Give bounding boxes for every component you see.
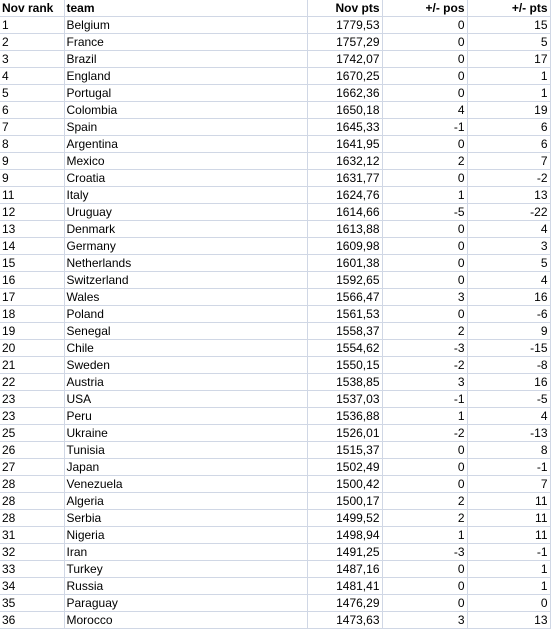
header-pts-change[interactable]: +/- pts xyxy=(467,0,550,17)
table-row xyxy=(0,170,550,187)
pts-change-cell[interactable]: -15 xyxy=(467,340,550,357)
pos-change-cell[interactable]: 0 xyxy=(382,238,467,255)
table-row xyxy=(0,493,550,510)
rank-cell[interactable]: 4 xyxy=(0,68,64,85)
table-row xyxy=(0,153,550,170)
table-row xyxy=(0,408,550,425)
pts-change-cell[interactable]: 3 xyxy=(467,238,550,255)
rank-cell[interactable]: 23 xyxy=(0,408,64,425)
pts-change-cell[interactable]: 19 xyxy=(467,102,550,119)
pts-change-cell[interactable]: 13 xyxy=(467,187,550,204)
pos-change-cell[interactable]: 0 xyxy=(382,136,467,153)
points-cell[interactable]: 1498,94 xyxy=(307,527,382,544)
table-row xyxy=(0,442,550,459)
pts-change-cell[interactable]: -2 xyxy=(467,170,550,187)
team-cell[interactable]: Italy xyxy=(64,187,307,204)
team-cell[interactable]: Belgium xyxy=(64,17,307,34)
team-cell[interactable]: France xyxy=(64,34,307,51)
rank-cell[interactable]: 26 xyxy=(0,442,64,459)
pos-change-cell[interactable]: 3 xyxy=(382,289,467,306)
table-row xyxy=(0,340,550,357)
team-cell[interactable]: Algeria xyxy=(64,493,307,510)
pts-change-cell[interactable]: 8 xyxy=(467,442,550,459)
header-nov-pts[interactable]: Nov pts xyxy=(307,0,382,17)
rank-cell[interactable]: 1 xyxy=(0,17,64,34)
points-cell[interactable]: 1500,17 xyxy=(307,493,382,510)
pts-change-cell[interactable]: -8 xyxy=(467,357,550,374)
points-cell[interactable]: 1601,38 xyxy=(307,255,382,272)
pos-change-cell[interactable]: -5 xyxy=(382,204,467,221)
points-cell[interactable]: 1561,53 xyxy=(307,306,382,323)
pos-change-cell[interactable]: -1 xyxy=(382,391,467,408)
rank-cell[interactable]: 32 xyxy=(0,544,64,561)
pos-change-cell[interactable]: -1 xyxy=(382,119,467,136)
team-cell[interactable]: Tunisia xyxy=(64,442,307,459)
points-cell[interactable]: 1592,65 xyxy=(307,272,382,289)
team-cell[interactable]: Denmark xyxy=(64,221,307,238)
table-row xyxy=(0,459,550,476)
rank-cell[interactable]: 2 xyxy=(0,34,64,51)
table-row xyxy=(0,238,550,255)
points-cell[interactable]: 1779,53 xyxy=(307,17,382,34)
rank-cell[interactable]: 25 xyxy=(0,425,64,442)
team-cell[interactable]: Iran xyxy=(64,544,307,561)
pts-change-cell[interactable]: -22 xyxy=(467,204,550,221)
rank-cell[interactable]: 28 xyxy=(0,476,64,493)
pos-change-cell[interactable]: 3 xyxy=(382,374,467,391)
points-cell[interactable]: 1500,42 xyxy=(307,476,382,493)
points-cell[interactable]: 1481,41 xyxy=(307,578,382,595)
points-cell[interactable]: 1554,62 xyxy=(307,340,382,357)
points-cell[interactable]: 1558,37 xyxy=(307,323,382,340)
points-cell[interactable]: 1538,85 xyxy=(307,374,382,391)
team-cell[interactable]: Portugal xyxy=(64,85,307,102)
rank-cell[interactable]: 14 xyxy=(0,238,64,255)
table-row xyxy=(0,391,550,408)
rank-cell[interactable]: 19 xyxy=(0,323,64,340)
table-row xyxy=(0,68,550,85)
team-cell[interactable]: Mexico xyxy=(64,153,307,170)
pos-change-cell[interactable]: 3 xyxy=(382,612,467,629)
rank-cell[interactable]: 34 xyxy=(0,578,64,595)
points-cell[interactable]: 1613,88 xyxy=(307,221,382,238)
points-cell[interactable]: 1641,95 xyxy=(307,136,382,153)
pos-change-cell[interactable]: 0 xyxy=(382,306,467,323)
table-row xyxy=(0,136,550,153)
rank-cell[interactable]: 17 xyxy=(0,289,64,306)
points-cell[interactable]: 1650,18 xyxy=(307,102,382,119)
team-cell[interactable]: Croatia xyxy=(64,170,307,187)
team-cell[interactable]: Serbia xyxy=(64,510,307,527)
rank-cell[interactable]: 20 xyxy=(0,340,64,357)
pts-change-cell[interactable]: 13 xyxy=(467,612,550,629)
points-cell[interactable]: 1742,07 xyxy=(307,51,382,68)
table-row xyxy=(0,255,550,272)
table-row xyxy=(0,85,550,102)
team-cell[interactable]: Ukraine xyxy=(64,425,307,442)
team-cell[interactable]: England xyxy=(64,68,307,85)
team-cell[interactable]: Spain xyxy=(64,119,307,136)
pos-change-cell[interactable]: 0 xyxy=(382,595,467,612)
rank-cell[interactable]: 16 xyxy=(0,272,64,289)
rank-cell[interactable]: 31 xyxy=(0,527,64,544)
points-cell[interactable]: 1526,01 xyxy=(307,425,382,442)
pos-change-cell[interactable]: 2 xyxy=(382,153,467,170)
table-row xyxy=(0,119,550,136)
rank-cell[interactable]: 23 xyxy=(0,391,64,408)
table-row xyxy=(0,595,550,612)
pts-change-cell[interactable]: -1 xyxy=(467,544,550,561)
pts-change-cell[interactable]: 6 xyxy=(467,136,550,153)
table-row xyxy=(0,374,550,391)
table-row xyxy=(0,323,550,340)
table-row xyxy=(0,578,550,595)
rank-cell[interactable]: 8 xyxy=(0,136,64,153)
pos-change-cell[interactable]: 0 xyxy=(382,170,467,187)
team-cell[interactable]: Austria xyxy=(64,374,307,391)
points-cell[interactable]: 1476,29 xyxy=(307,595,382,612)
team-cell[interactable]: USA xyxy=(64,391,307,408)
points-cell[interactable]: 1670,25 xyxy=(307,68,382,85)
pts-change-cell[interactable]: 6 xyxy=(467,119,550,136)
team-cell[interactable]: Senegal xyxy=(64,323,307,340)
points-cell[interactable]: 1566,47 xyxy=(307,289,382,306)
points-cell[interactable]: 1624,76 xyxy=(307,187,382,204)
points-cell[interactable]: 1645,33 xyxy=(307,119,382,136)
team-cell[interactable]: Argentina xyxy=(64,136,307,153)
table-row xyxy=(0,510,550,527)
points-cell[interactable]: 1515,37 xyxy=(307,442,382,459)
pts-change-cell[interactable]: 7 xyxy=(467,153,550,170)
rank-cell[interactable]: 21 xyxy=(0,357,64,374)
table-row xyxy=(0,221,550,238)
points-cell[interactable]: 1499,52 xyxy=(307,510,382,527)
rank-cell[interactable]: 3 xyxy=(0,51,64,68)
pts-change-cell[interactable]: 16 xyxy=(467,289,550,306)
points-cell[interactable]: 1487,16 xyxy=(307,561,382,578)
rank-cell[interactable]: 35 xyxy=(0,595,64,612)
pts-change-cell[interactable]: 1 xyxy=(467,561,550,578)
pos-change-cell[interactable]: 2 xyxy=(382,510,467,527)
points-cell[interactable]: 1536,88 xyxy=(307,408,382,425)
rank-cell[interactable]: 12 xyxy=(0,204,64,221)
pts-change-cell[interactable]: -1 xyxy=(467,459,550,476)
table-row xyxy=(0,289,550,306)
pts-change-cell[interactable]: 17 xyxy=(467,51,550,68)
pts-change-cell[interactable]: -6 xyxy=(467,306,550,323)
points-cell[interactable]: 1631,77 xyxy=(307,170,382,187)
pos-change-cell[interactable]: 0 xyxy=(382,476,467,493)
header-team[interactable]: team xyxy=(64,0,307,17)
rank-cell[interactable]: 33 xyxy=(0,561,64,578)
points-cell[interactable]: 1632,12 xyxy=(307,153,382,170)
rank-cell[interactable]: 13 xyxy=(0,221,64,238)
pos-change-cell[interactable]: 0 xyxy=(382,255,467,272)
team-cell[interactable]: Japan xyxy=(64,459,307,476)
pts-change-cell[interactable]: 9 xyxy=(467,323,550,340)
pts-change-cell[interactable]: 0 xyxy=(467,595,550,612)
team-cell[interactable]: Chile xyxy=(64,340,307,357)
team-cell[interactable]: Poland xyxy=(64,306,307,323)
pos-change-cell[interactable]: -3 xyxy=(382,340,467,357)
team-cell[interactable]: Netherlands xyxy=(64,255,307,272)
pos-change-cell[interactable]: 0 xyxy=(382,442,467,459)
pos-change-cell[interactable]: 0 xyxy=(382,221,467,238)
pos-change-cell[interactable]: 0 xyxy=(382,68,467,85)
rank-cell[interactable]: 28 xyxy=(0,493,64,510)
pts-change-cell[interactable]: -5 xyxy=(467,391,550,408)
team-cell[interactable]: Uruguay xyxy=(64,204,307,221)
pos-change-cell[interactable]: -2 xyxy=(382,425,467,442)
team-cell[interactable]: Colombia xyxy=(64,102,307,119)
pts-change-cell[interactable]: 16 xyxy=(467,374,550,391)
points-cell[interactable]: 1537,03 xyxy=(307,391,382,408)
header-pos-change[interactable]: +/- pos xyxy=(382,0,467,17)
points-cell[interactable]: 1757,29 xyxy=(307,34,382,51)
rank-cell[interactable]: 9 xyxy=(0,153,64,170)
rank-cell[interactable]: 9 xyxy=(0,170,64,187)
rank-cell[interactable]: 5 xyxy=(0,85,64,102)
team-cell[interactable]: Paraguay xyxy=(64,595,307,612)
pos-change-cell[interactable]: 0 xyxy=(382,51,467,68)
table-row xyxy=(0,17,550,34)
table-row xyxy=(0,306,550,323)
team-cell[interactable]: Wales xyxy=(64,289,307,306)
pos-change-cell[interactable]: 0 xyxy=(382,34,467,51)
pts-change-cell[interactable]: 4 xyxy=(467,408,550,425)
rank-cell[interactable]: 22 xyxy=(0,374,64,391)
pts-change-cell[interactable]: 7 xyxy=(467,476,550,493)
table-row xyxy=(0,357,550,374)
pos-change-cell[interactable]: 2 xyxy=(382,493,467,510)
rank-cell[interactable]: 27 xyxy=(0,459,64,476)
pts-change-cell[interactable]: 5 xyxy=(467,255,550,272)
team-cell[interactable]: Morocco xyxy=(64,612,307,629)
pos-change-cell[interactable]: 0 xyxy=(382,17,467,34)
pos-change-cell[interactable]: 2 xyxy=(382,323,467,340)
rank-cell[interactable]: 18 xyxy=(0,306,64,323)
rank-cell[interactable]: 36 xyxy=(0,612,64,629)
pos-change-cell[interactable]: 0 xyxy=(382,561,467,578)
team-cell[interactable]: Brazil xyxy=(64,51,307,68)
header-nov-rank[interactable]: Nov rank xyxy=(0,0,64,17)
points-cell[interactable]: 1502,49 xyxy=(307,459,382,476)
table-row xyxy=(0,561,550,578)
table-row xyxy=(0,34,550,51)
team-cell[interactable]: Sweden xyxy=(64,357,307,374)
pts-change-cell[interactable]: 5 xyxy=(467,34,550,51)
team-cell[interactable]: Turkey xyxy=(64,561,307,578)
pts-change-cell[interactable]: 15 xyxy=(467,17,550,34)
pts-change-cell[interactable]: 11 xyxy=(467,493,550,510)
table-row xyxy=(0,527,550,544)
pts-change-cell[interactable]: 1 xyxy=(467,68,550,85)
team-cell[interactable]: Russia xyxy=(64,578,307,595)
pts-change-cell[interactable]: 1 xyxy=(467,85,550,102)
pos-change-cell[interactable]: 1 xyxy=(382,187,467,204)
pts-change-cell[interactable]: 11 xyxy=(467,527,550,544)
header-row xyxy=(0,0,550,17)
pos-change-cell[interactable]: 0 xyxy=(382,85,467,102)
team-cell[interactable]: Peru xyxy=(64,408,307,425)
table-row xyxy=(0,204,550,221)
points-cell[interactable]: 1614,66 xyxy=(307,204,382,221)
points-cell[interactable]: 1609,98 xyxy=(307,238,382,255)
pts-change-cell[interactable]: 11 xyxy=(467,510,550,527)
pos-change-cell[interactable]: -3 xyxy=(382,544,467,561)
pts-change-cell[interactable]: 4 xyxy=(467,272,550,289)
pos-change-cell[interactable]: -2 xyxy=(382,357,467,374)
rank-cell[interactable]: 15 xyxy=(0,255,64,272)
team-cell[interactable]: Switzerland xyxy=(64,272,307,289)
table-row xyxy=(0,425,550,442)
table-row xyxy=(0,187,550,204)
team-cell[interactable]: Germany xyxy=(64,238,307,255)
table-row xyxy=(0,476,550,493)
points-cell[interactable]: 1550,15 xyxy=(307,357,382,374)
points-cell[interactable]: 1491,25 xyxy=(307,544,382,561)
pos-change-cell[interactable]: 0 xyxy=(382,578,467,595)
table-row xyxy=(0,612,550,629)
rank-cell[interactable]: 6 xyxy=(0,102,64,119)
table-row xyxy=(0,102,550,119)
pts-change-cell[interactable]: 1 xyxy=(467,578,550,595)
points-cell[interactable]: 1473,63 xyxy=(307,612,382,629)
pos-change-cell[interactable]: 0 xyxy=(382,459,467,476)
pts-change-cell[interactable]: 4 xyxy=(467,221,550,238)
table-row xyxy=(0,51,550,68)
points-cell[interactable]: 1662,36 xyxy=(307,85,382,102)
team-cell[interactable]: Venezuela xyxy=(64,476,307,493)
team-cell[interactable]: Nigeria xyxy=(64,527,307,544)
table-row xyxy=(0,272,550,289)
rank-cell[interactable]: 7 xyxy=(0,119,64,136)
pts-change-cell[interactable]: -13 xyxy=(467,425,550,442)
pos-change-cell[interactable]: 1 xyxy=(382,527,467,544)
table-row xyxy=(0,544,550,561)
rank-cell[interactable]: 11 xyxy=(0,187,64,204)
pos-change-cell[interactable]: 1 xyxy=(382,408,467,425)
pos-change-cell[interactable]: 0 xyxy=(382,272,467,289)
rank-cell[interactable]: 28 xyxy=(0,510,64,527)
pos-change-cell[interactable]: 4 xyxy=(382,102,467,119)
